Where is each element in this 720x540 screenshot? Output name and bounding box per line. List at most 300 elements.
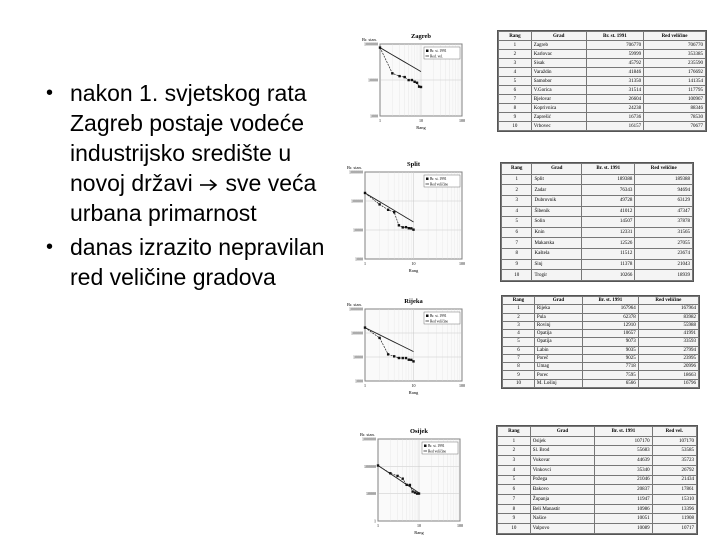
column-header: Red veličine (638, 297, 698, 305)
table-cell: V.Gorica (531, 86, 586, 95)
legend-entry: Br. st. 1991 (430, 177, 447, 181)
data-point (412, 228, 414, 230)
table-cell: 706770 (586, 41, 643, 50)
bullet-text-1b: sve veća urbana primarnost (70, 170, 317, 226)
table-cell: 78530 (644, 113, 706, 122)
y-tick-label: 100000 (351, 198, 363, 204)
bullet-list (40, 78, 340, 296)
table-row (503, 305, 699, 313)
legend-entry: Red. vel. (430, 54, 443, 59)
table-cell: 11378 (582, 259, 635, 270)
table-row (503, 321, 699, 329)
table-row (503, 338, 699, 346)
table-cell: 4 (503, 330, 535, 338)
table-cell: Šibenik (532, 206, 582, 217)
data-point (411, 79, 413, 81)
data-point (396, 475, 398, 477)
table-cell: 16796 (638, 379, 698, 387)
table-cell: 2 (499, 50, 532, 59)
table-row (498, 504, 697, 514)
data-point (398, 224, 400, 226)
table-cell: Sisak (531, 59, 586, 68)
legend-marker (426, 50, 429, 53)
table-cell: 7 (503, 354, 535, 362)
table-cell: 9073 (582, 338, 638, 346)
table-cell: Opatija (534, 330, 582, 338)
table-cell: 167964 (582, 305, 638, 313)
table-row (499, 59, 706, 68)
column-header: Red veličine (635, 164, 693, 175)
table-cell: 55988 (638, 321, 698, 329)
table-cell: Osijek (530, 436, 595, 446)
chart-title: Osijek (409, 428, 429, 435)
table-cell: 9035 (582, 346, 638, 354)
table-cell: 6566 (582, 379, 638, 387)
table-cell: Rovinj (534, 321, 582, 329)
legend-marker (426, 178, 429, 181)
table-cell: 12910 (582, 321, 638, 329)
rank-size-chart (358, 425, 468, 535)
table-cell: 167964 (638, 305, 698, 313)
table-cell: Opatija (534, 338, 582, 346)
table-row (498, 475, 697, 485)
rank-size-chart (345, 295, 470, 395)
column-header: Rang (499, 32, 532, 41)
table-cell: Beli Manastir (530, 504, 595, 514)
table-header-row (503, 297, 699, 305)
table-cell: 21046 (595, 475, 652, 485)
table-cell: Varaždin (531, 68, 586, 77)
table-row (503, 379, 699, 387)
table-cell: 9 (498, 514, 531, 524)
table-cell: Labin (534, 346, 582, 354)
table-cell: 59999 (586, 50, 643, 59)
legend-entry: Br. st. 1991 (430, 49, 447, 53)
data-point (402, 226, 404, 228)
table-cell: 107170 (595, 436, 652, 446)
table-cell: 31514 (586, 86, 643, 95)
table-cell: 5 (499, 77, 532, 86)
x-tick-label: 1 (364, 261, 366, 266)
table-cell: Rijeka (534, 305, 582, 313)
y-tick-label: 1 (374, 518, 376, 524)
data-point (402, 357, 404, 359)
chart-panel (345, 295, 470, 395)
table-cell: 17861 (652, 485, 696, 495)
table-cell: 10 (498, 524, 531, 534)
table-cell: 9 (503, 371, 535, 379)
table-row (502, 206, 693, 217)
city-size-table (496, 425, 698, 535)
table-cell: 21043 (635, 259, 693, 270)
data-point (379, 46, 381, 48)
column-header: Grad (530, 427, 595, 437)
table-cell: 10089 (595, 524, 652, 534)
y-tick-label: 1000000 (349, 169, 363, 175)
table-cell: 11947 (595, 495, 652, 505)
data-point (418, 492, 420, 494)
table-cell: 10986 (595, 504, 652, 514)
table-row (498, 524, 697, 534)
table-cell: Solin (532, 217, 582, 228)
legend-entry: Red veličine (428, 449, 447, 454)
table-cell: 6 (498, 485, 531, 495)
y-tick-label: 1000 (355, 378, 363, 384)
table-cell: Đakovo (530, 485, 595, 495)
x-axis-label: Rang (408, 268, 419, 273)
table-cell: 18939 (635, 270, 693, 281)
table-cell: Samobor (531, 77, 586, 86)
data-point (398, 75, 400, 77)
table-cell: Bjelovar (531, 95, 586, 104)
data-point (403, 76, 405, 78)
table-row (502, 217, 693, 228)
table-cell: 2 (498, 446, 531, 456)
y-tick-label: 10000 (368, 77, 378, 83)
data-point (377, 464, 379, 466)
y-tick-label: 10000 (366, 491, 376, 497)
table-cell: 7 (498, 495, 531, 505)
table-cell: Našice (530, 514, 595, 524)
x-tick-label: 10 (411, 261, 416, 266)
city-size-table (500, 162, 694, 282)
rank-table (501, 163, 693, 281)
table-cell: 37878 (635, 217, 693, 228)
legend-entry: Br. st. 1991 (430, 314, 447, 318)
table-cell: 117795 (644, 86, 706, 95)
chart-title: Split (406, 161, 421, 168)
table-cell: 8 (503, 363, 535, 371)
table-cell: 1 (503, 305, 535, 313)
table-cell: 141354 (644, 77, 706, 86)
y-tick-label: 10000 (353, 354, 363, 360)
table-cell: 27994 (638, 346, 698, 354)
x-tick-label: 100 (457, 523, 463, 528)
table-cell: 26604 (586, 95, 643, 104)
rank-table (502, 296, 699, 388)
table-cell: 107170 (652, 436, 696, 446)
table-cell: 189388 (635, 174, 693, 185)
x-tick-label: 100 (459, 118, 465, 123)
table-cell: 1 (499, 41, 532, 50)
legend-marker (424, 445, 427, 448)
rank-table (497, 426, 697, 534)
table-row (498, 485, 697, 495)
column-header: Grad (531, 32, 586, 41)
table-cell: Porec (534, 371, 582, 379)
column-header: Rang (502, 164, 532, 175)
table-row (498, 495, 697, 505)
table-cell: Split (532, 174, 582, 185)
table-cell: 55683 (595, 446, 652, 456)
table-cell: 7 (499, 95, 532, 104)
y-tick-label: 1000 (355, 256, 363, 262)
table-cell: Poreč (534, 354, 582, 362)
data-point (364, 326, 366, 328)
bullet-text-1a: nakon 1. svjetskog rata Zagreb postaje vodeće industrijsko središte u novoj državi (70, 80, 307, 196)
data-point (413, 81, 415, 83)
table-cell: 3 (499, 59, 532, 68)
legend-entry: Red veličine (430, 319, 449, 324)
data-point (410, 227, 412, 229)
table-cell: Vinkovci (530, 465, 595, 475)
table-cell: 26792 (652, 465, 696, 475)
x-axis-label: Rang (416, 125, 426, 130)
table-cell: 70677 (644, 122, 706, 131)
table-cell: 12331 (582, 227, 635, 238)
table-cell: 18663 (638, 371, 698, 379)
table-cell: Pula (534, 313, 582, 321)
table-cell: Knin (532, 227, 582, 238)
table-row (499, 50, 706, 59)
table-row (503, 313, 699, 321)
table-cell: 3 (503, 321, 535, 329)
table-cell: 2 (503, 313, 535, 321)
table-cell: 7718 (582, 363, 638, 371)
data-point (411, 490, 413, 492)
y-tick-label: 1000000 (362, 436, 376, 442)
table-row (503, 363, 699, 371)
table-cell: Vrbovec (531, 122, 586, 131)
table-cell: Vukovar (530, 456, 595, 466)
table-header-row (498, 427, 697, 437)
x-tick-label: 1 (364, 383, 366, 388)
table-cell: 94694 (635, 185, 693, 196)
table-row (502, 195, 693, 206)
y-axis-label: Br. stan. (360, 432, 375, 437)
column-header: Br. st. 1991 (582, 164, 635, 175)
y-tick-label: 1000000 (349, 306, 363, 312)
column-header: Red veličine (644, 32, 706, 41)
table-cell: 353385 (644, 50, 706, 59)
table-row (503, 330, 699, 338)
legend-entry: Br. st. 1991 (428, 444, 445, 448)
rank-size-chart (345, 158, 470, 273)
chart-title: Rijeka (404, 298, 423, 305)
data-point (401, 477, 403, 479)
arrow-right-icon (199, 177, 219, 193)
table-cell: Makarska (532, 238, 582, 249)
y-tick-label: 100000 (364, 463, 376, 469)
table-cell: 5 (503, 338, 535, 346)
table-row (498, 436, 697, 446)
table-row (498, 514, 697, 524)
data-point (407, 79, 409, 81)
table-cell: 27055 (635, 238, 693, 249)
data-point (408, 358, 410, 360)
column-header: Grad (534, 297, 582, 305)
table-cell: 23995 (638, 354, 698, 362)
table-cell: 7 (502, 238, 532, 249)
data-point (409, 484, 411, 486)
data-point (387, 209, 389, 211)
data-point (391, 72, 393, 74)
table-cell: Sl. Brod (530, 446, 595, 456)
table-cell: 4 (498, 465, 531, 475)
x-tick-label: 10 (419, 118, 423, 123)
table-row (503, 371, 699, 379)
column-header: Rang (503, 297, 535, 305)
table-row (502, 174, 693, 185)
table-cell: 6 (503, 346, 535, 354)
table-row (499, 95, 706, 104)
table-cell: 235590 (644, 59, 706, 68)
data-point (408, 227, 410, 229)
x-tick-label: 100 (459, 261, 465, 266)
table-cell: 5 (502, 217, 532, 228)
rank-size-chart (360, 30, 470, 130)
table-cell: 9 (502, 259, 532, 270)
x-tick-label: 1 (379, 118, 381, 123)
city-size-table (497, 30, 707, 132)
table-cell: 11512 (582, 249, 635, 260)
table-header-row (502, 164, 693, 175)
table-cell: 8 (498, 504, 531, 514)
x-axis-label: Rang (414, 530, 424, 535)
table-cell: 83982 (638, 313, 698, 321)
table-row (499, 86, 706, 95)
data-point (405, 226, 407, 228)
data-point (398, 357, 400, 359)
table-cell: 1 (502, 174, 532, 185)
x-tick-label: 100 (459, 383, 465, 388)
table-cell: 4 (499, 68, 532, 77)
table-cell: 13396 (652, 504, 696, 514)
x-tick-label: 10 (411, 383, 416, 388)
table-cell: 4 (502, 206, 532, 217)
table-cell: 2 (502, 185, 532, 196)
data-point (416, 82, 418, 84)
data-point (410, 359, 412, 361)
city-size-table (501, 295, 700, 389)
table-row (499, 113, 706, 122)
legend-entry: Red veličine (430, 182, 449, 187)
table-cell: 5 (498, 475, 531, 485)
table-cell: 41991 (638, 330, 698, 338)
chart-panel (358, 425, 468, 535)
table-cell: 15310 (652, 495, 696, 505)
table-cell: 10 (499, 122, 532, 131)
table-cell: Umag (534, 363, 582, 371)
table-row (503, 346, 699, 354)
table-cell: 24238 (586, 104, 643, 113)
table-cell: 176692 (644, 68, 706, 77)
table-cell: 33593 (638, 338, 698, 346)
data-point (389, 472, 391, 474)
table-cell: Županja (530, 495, 595, 505)
table-row (502, 259, 693, 270)
table-cell: 11908 (652, 514, 696, 524)
table-cell: 100967 (644, 95, 706, 104)
table-cell: Dubrovnik (532, 195, 582, 206)
table-cell: 41012 (582, 206, 635, 217)
table-cell: 3 (502, 195, 532, 206)
bullet-text-2: danas izrazito nepravilan red veličine gradova (70, 234, 325, 290)
chart-panel (345, 158, 470, 273)
table-row (498, 465, 697, 475)
table-row (499, 68, 706, 77)
chart-title: Zagreb (410, 33, 432, 40)
table-cell: 10 (503, 379, 535, 387)
table-cell: 23674 (635, 249, 693, 260)
table-cell: Sinj (532, 259, 582, 270)
table-cell: 6 (502, 227, 532, 238)
y-tick-label: 100000 (351, 330, 363, 336)
data-point (378, 203, 380, 205)
column-header: Br. st. 1991 (586, 32, 643, 41)
bullet-item (40, 78, 340, 228)
table-cell: 16157 (586, 122, 643, 131)
table-cell: 10 (502, 270, 532, 281)
table-cell: 35340 (595, 465, 652, 475)
data-point (405, 484, 407, 486)
table-cell: 49728 (582, 195, 635, 206)
table-cell: 9 (499, 113, 532, 122)
data-point (393, 355, 395, 357)
table-cell: 10717 (652, 524, 696, 534)
table-cell: 45792 (586, 59, 643, 68)
x-tick-label: 1 (377, 523, 379, 528)
y-axis-label: Br. stan. (347, 302, 362, 307)
x-axis-label: Rang (408, 390, 419, 395)
data-point (393, 211, 395, 213)
data-point (378, 337, 380, 339)
table-row (502, 238, 693, 249)
table-row (502, 227, 693, 238)
table-cell: 62378 (582, 313, 638, 321)
table-cell: 31565 (635, 227, 693, 238)
table-row (499, 122, 706, 131)
table-header-row (499, 32, 706, 41)
column-header: Br. st. 1991 (595, 427, 652, 437)
y-tick-label: 1000000 (364, 41, 378, 47)
table-cell: 47347 (635, 206, 693, 217)
y-tick-label: 1000 (370, 113, 378, 119)
data-point (405, 357, 407, 359)
table-cell: 8 (499, 104, 532, 113)
column-header: Red vel. (652, 427, 696, 437)
y-tick-label: 10000 (353, 227, 363, 233)
table-row (498, 446, 697, 456)
table-cell: 53585 (652, 446, 696, 456)
table-cell: 44639 (595, 456, 652, 466)
table-cell: 706770 (644, 41, 706, 50)
table-cell: 88346 (644, 104, 706, 113)
column-header: Grad (532, 164, 582, 175)
bullet-dot-icon: • (46, 82, 54, 104)
rank-table (498, 31, 706, 131)
table-cell: 12526 (582, 238, 635, 249)
data-point (412, 360, 414, 362)
table-row (499, 41, 706, 50)
table-cell: Kaštela (532, 249, 582, 260)
table-cell: Koprivnica (531, 104, 586, 113)
table-cell: 1 (498, 436, 531, 446)
data-point (414, 491, 416, 493)
table-cell: 3 (498, 456, 531, 466)
table-row (502, 270, 693, 281)
data-point (420, 86, 422, 88)
data-point (387, 353, 389, 355)
table-cell: 10266 (582, 270, 635, 281)
table-cell: 16736 (586, 113, 643, 122)
table-cell: Zagreb (531, 41, 586, 50)
table-cell: Požega (530, 475, 595, 485)
table-cell: 6 (499, 86, 532, 95)
table-row (498, 456, 697, 466)
table-cell: 31350 (586, 77, 643, 86)
table-cell: 76343 (582, 185, 635, 196)
